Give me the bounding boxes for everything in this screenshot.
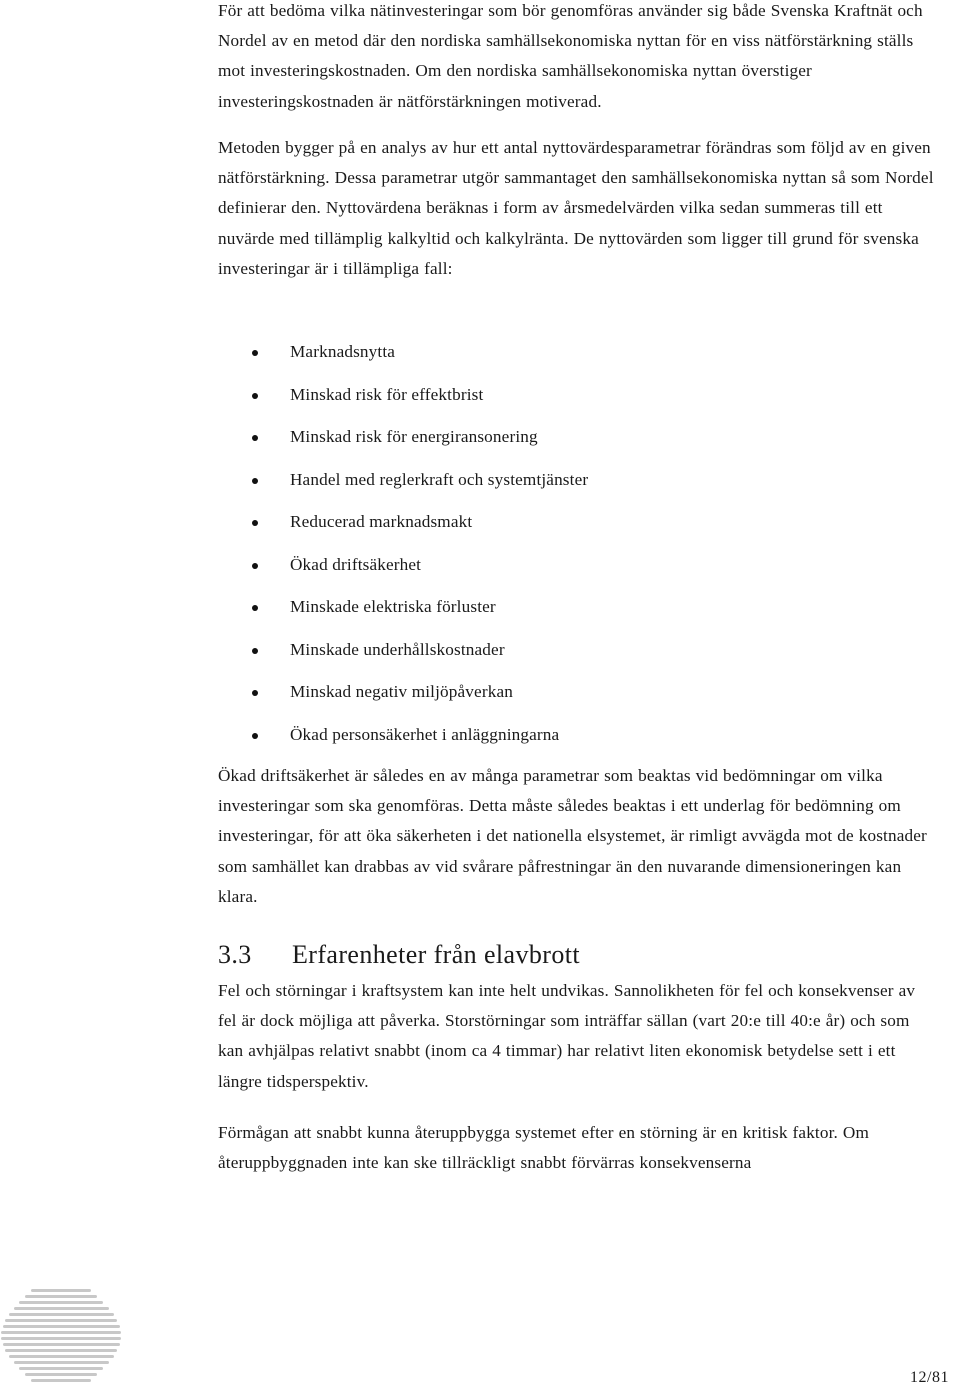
bullet-icon [252, 520, 258, 526]
page-number: 12/81 [910, 1369, 949, 1386]
bullet-icon [252, 648, 258, 654]
logo-stripe [19, 1301, 103, 1304]
logo-stripe [19, 1367, 103, 1370]
list-item-text: Handel med reglerkraft och systemtjänster [290, 469, 589, 489]
logo-stripe [3, 1325, 120, 1328]
bullet-icon [252, 478, 258, 484]
list-item [218, 720, 918, 763]
list-item-text: Minskad risk för energiransonering [290, 427, 538, 446]
list-item [218, 380, 918, 423]
benefit-parameters-list [218, 337, 918, 762]
body-paragraph-method-intro: För att bedöma vilka nätinvesteringar som bör genomföras använder sig både Svenska Kraftnät och Nordel av en metod där den nordiska samhällsekonomiska nyttan för en viss nätförstärkning ställs mot investeringskostnaden. Om den nordiska samhällsekonomiska nyttan överstiger investeringskostnaden är nätförstärkningen motiverad. [218, 1, 923, 111]
list-item [218, 465, 918, 508]
list-item [218, 550, 918, 593]
logo-stripe [1, 1337, 121, 1340]
body-paragraph-faults: Fel och störningar i kraftsystem kan inte helt undvikas. Sannolikheten för fel och konsekvenser av fel är dock möjliga att påverka. Storstörningar som inträffar sällan (vart 20:e till 40:e år) och som kan avhjälpas relativt snabbt (inom ca 4 timmar) har relativt liten ekonomisk betydelse sett i ett längre tidsperspektiv. [218, 981, 916, 1091]
logo-stripe [14, 1361, 109, 1364]
body-paragraph-method-analysis: Metoden bygger på en analys av hur ett antal nyttovärdesparametrar förändras som följd av en given nätförstärkning. Dessa parametrar utgör sammantaget den samhällsekonomiska nyttan så som Nordel definierar den. Nyttovärdena beräknas i form av årsmedelvärden vilka sedan summeras till ett nuvärde med tillämplig kalkyltid och kalkylränta. De nyttovärden som ligger till grund för svenska investeringar är i tillämpliga fall: [218, 138, 934, 278]
list-item [218, 635, 918, 678]
bullet-icon [252, 690, 258, 696]
list-item-text: Ökad driftsäkerhet [290, 554, 422, 574]
list-item-text: Ökad personsäkerhet i anläggningarna [290, 724, 560, 744]
striped-logo-icon [0, 1285, 130, 1385]
list-item [218, 507, 918, 550]
list-item-text: Minskade elektriska förluster [290, 597, 496, 616]
bullet-icon [252, 563, 258, 569]
logo-stripe [14, 1307, 109, 1310]
list-item-text: Minskad risk för effektbrist [290, 384, 484, 404]
logo-stripe [31, 1289, 91, 1292]
list-item-text: Marknadsnytta [290, 342, 396, 361]
bullet-icon [252, 435, 258, 441]
bullet-icon [252, 605, 258, 611]
logo-stripe [5, 1349, 117, 1352]
logo-stripe [25, 1373, 97, 1376]
section-number: 3.3 [218, 940, 252, 969]
list-item-text: Reducerad marknadsmakt [290, 512, 473, 531]
list-item-text: Minskad negativ miljöpåverkan [290, 682, 513, 701]
logo-stripe [25, 1295, 97, 1298]
bullet-icon [252, 350, 258, 356]
logo-stripe [1, 1331, 121, 1334]
body-paragraph-operational-security: Ökad driftsäkerhet är således en av många parametrar som beaktas vid bedömningar om vilka investeringar som ska genomföras. Detta måste således beaktas i ett underlag för bedömning om investeringar, för att öka säkerheten i det nationella elsystemet, är rimligt avvägda mot de kostnader som samhället kan drabbas av vid svårare påfrestningar än den nuvarande dimensioneringen kan klara. [218, 766, 927, 906]
logo-stripe [3, 1343, 120, 1346]
list-item [218, 677, 918, 720]
list-item [218, 337, 918, 380]
logo-stripe [31, 1379, 91, 1382]
body-paragraph-restoration: Förmågan att snabbt kunna återuppbygga systemet efter en störning är en kritisk faktor. Om återuppbyggnaden inte kan ske tillräckligt snabbt förvärras konsekvenserna [218, 1123, 870, 1173]
bullet-icon [252, 733, 258, 739]
section-title: Erfarenheter från elavbrott [292, 940, 580, 969]
logo-stripe [9, 1355, 114, 1358]
list-item [218, 422, 918, 465]
list-item [218, 592, 918, 635]
logo-stripe [9, 1313, 114, 1316]
section-heading [218, 937, 580, 973]
list-item-text: Minskade underhållskostnader [290, 639, 505, 659]
logo-stripe [5, 1319, 117, 1322]
bullet-icon [252, 393, 258, 399]
